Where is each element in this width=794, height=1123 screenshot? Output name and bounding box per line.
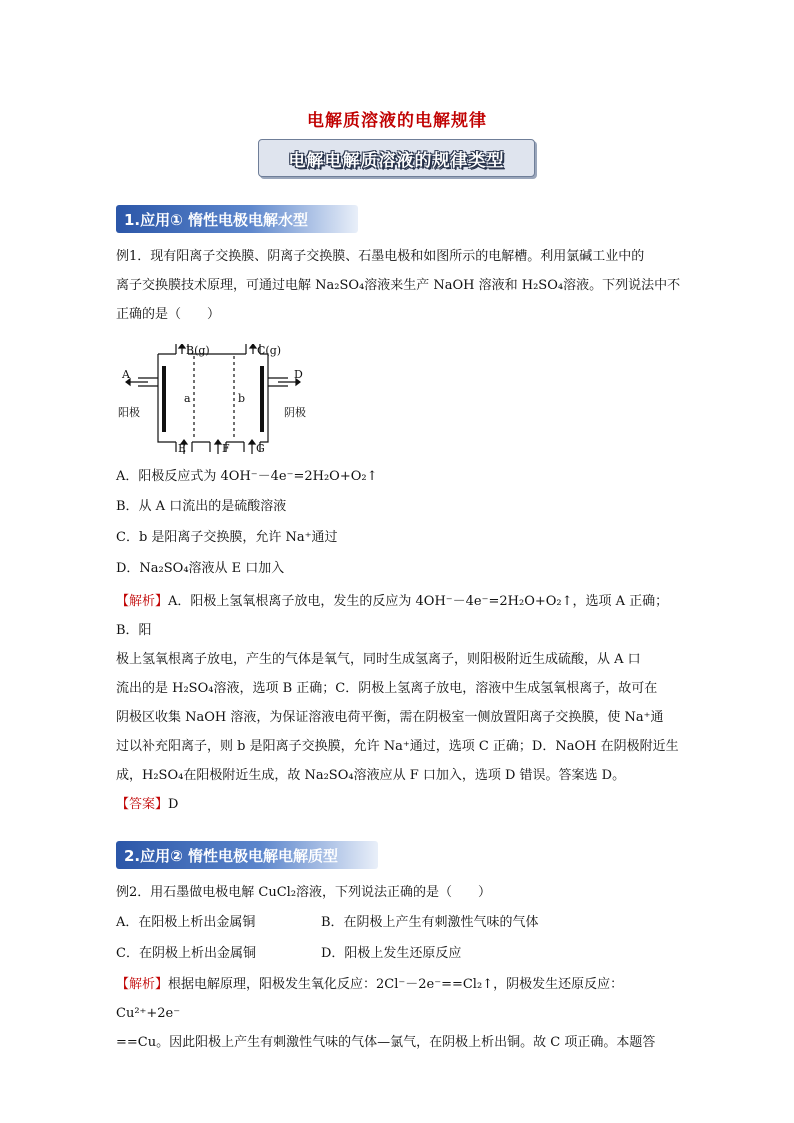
option-B: B．从 A 口流出的是硫酸溶液 [116,499,287,514]
option-A: A．阳极反应式为 4OH⁻－4e⁻=2H₂O+O₂↑ [116,469,378,484]
explanation-line-2: 极上氢氧根离子放电，产生的气体是氧气，同时生成氢离子，则阳极附近生成硫酸，从 A 口 [116,652,641,667]
label-cathode: 阴极 [284,406,306,419]
label-a: a [184,392,191,405]
explanation-line-1: 【解析】A．阳极上氢氧根离子放电，发生的反应为 4OH⁻－4e⁻=2H₂O+O₂↑，选项 A 正确；B．阳 [116,594,669,638]
example-1-question [116,242,686,329]
ex2-option-A: A．在阳极上析出金属铜 [116,915,256,930]
label-G: G [256,442,265,455]
explanation-line-5: 过以补充阳离子，则 b 是阳离子交换膜，允许 Na⁺通过，选项 C 正确；D．NaOH 在阴极附近生 [116,739,679,754]
label-E: E [178,442,187,455]
question-line-2: 离子交换膜技术原理，可通过电解 Na₂SO₄溶液来生产 NaOH 溶液和 H₂SO₄溶液。下列说法中不 [116,278,681,293]
section-header-1 [116,205,358,233]
ex2-explanation-line-1: 【解析】根据电解原理，阳极发生氧化反应：2Cl⁻－2e⁻==Cl₂↑，阴极发生还原反应：Cu²⁺+2e⁻ [116,977,624,1021]
section-header-2 [116,841,378,869]
label-B: B(g) [186,344,210,357]
explanation-line-3: 流出的是 H₂SO₄溶液，选项 B 正确；C．阴极上氢离子放电，溶液中生成氢氧根离子，故可在 [116,681,658,696]
label-D: D [294,368,303,381]
ex2-explanation-tag: 【解析】 [116,977,169,992]
label-C: C(g) [257,344,282,357]
label-anode: 阳极 [118,406,140,419]
section-banner [258,139,535,177]
label-A: A [122,368,130,381]
explanation-line-4: 阴极区收集 NaOH 溶液，为保证溶液电荷平衡，需在阴极室一侧放置阳离子交换膜，使 Na⁺通 [116,710,664,725]
answer-value: D [168,797,179,812]
explanation-line-6: 成，H₂SO₄在阳极附近生成，故 Na₂SO₄溶液应从 F 口加入，选项 D 错误。答案选 D。 [116,768,626,783]
anode-electrode [162,366,166,432]
answer-line [116,790,686,819]
label-F: F [222,442,230,455]
section-header-1-text: 1.应用① 惰性电极电解水型 [124,210,309,229]
answer-tag: 【答案】 [116,797,169,812]
option-D: D．Na₂SO₄溶液从 E 口加入 [116,561,285,576]
ex2-option-C: C．在阴极上析出金属铜 [116,946,256,961]
electrolysis-cell-diagram [118,344,308,456]
explanation-tag: 【解析】 [116,594,169,609]
question-line-1: 例1．现有阳离子交换膜、阴离子交换膜、石墨电极和如图所示的电解槽。利用氯碱工业中的 [116,249,645,264]
question-line-3: 正确的是（ ） [116,307,221,322]
ex2-option-B: B．在阴极上产生有刺激性气味的气体 [321,915,539,930]
cathode-electrode [260,366,264,432]
page-title: 电解质溶液的电解规律 [307,111,487,131]
ex2-explanation-line-2: ==Cu。因此阳极上产生有刺激性气味的气体—氯气，在阴极上析出铜。故 C 项正确。本题答 [116,1035,656,1050]
option-C: C．b 是阳离子交换膜，允许 Na⁺通过 [116,530,338,545]
example-2-question: 例2．用石墨做电极电解 CuCl₂溶液，下列说法正确的是（ ） [116,885,492,900]
label-b: b [238,392,246,405]
example-1-explanation [116,587,686,819]
ex2-option-D: D．阳极上发生还原反应 [321,946,462,961]
banner-text: 电解电解质溶液的规律类型 [288,150,505,171]
section-header-2-text: 2.应用② 惰性电极电解电解质型 [124,846,339,865]
example-2-explanation [116,970,686,1057]
